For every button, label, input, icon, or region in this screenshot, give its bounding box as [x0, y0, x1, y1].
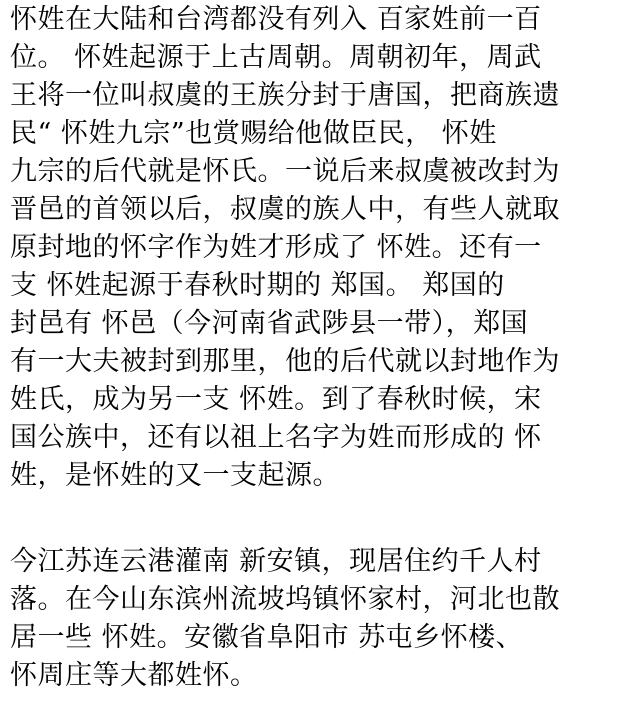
paragraph-1-line-10: 有一大夫被封到那里，他的后代就以封地作为 [10, 346, 560, 377]
paragraph-2-line-3: 居一些 怀姓。安徽省阜阳市 苏屯乡怀楼、 [10, 622, 524, 653]
paragraph-2-line-4: 怀周庄等大都姓怀。 [10, 660, 258, 691]
paragraph-1-line-9: 封邑有 怀邑（今河南省武陟县一带），郑国 [10, 308, 529, 339]
paragraph-1-line-4: 民“ 怀姓九宗”也赏赐给他做臣民， 怀姓 [10, 118, 497, 149]
paragraph-1-line-5: 九宗的后代就是怀氏。一说后来叔虞被改封为 [10, 156, 560, 187]
paragraph-1-line-13: 姓，是怀姓的又一支起源。 [10, 460, 340, 491]
paragraph-1-line-7: 原封地的怀字作为姓才形成了 怀姓。还有一 [10, 232, 542, 263]
paragraph-2-line-1: 今江苏连云港灌南 新安镇，现居住约千人村 [10, 546, 542, 577]
paragraph-1-line-2: 位。 怀姓起源于上古周朝。周朝初年，周武 [10, 42, 542, 73]
paragraph-2-line-2: 落。在今山东滨州流坡坞镇怀家村，河北也散 [10, 584, 560, 615]
paragraph-1-line-6: 晋邑的首领以后，叔虞的族人中，有些人就取 [10, 194, 560, 225]
paragraph-1-line-3: 王将一位叫叔虞的王族分封于唐国，把商族遗 [10, 80, 560, 111]
paragraph-1-line-12: 国公族中，还有以祖上名字为姓而形成的 怀 [10, 422, 542, 453]
paragraph-1-line-1: 怀姓在大陆和台湾都没有列入 百家姓前一百 [10, 4, 542, 35]
paragraph-1-line-8: 支 怀姓起源于春秋时期的 郑国。 郑国的 [10, 270, 505, 301]
paragraph-1-line-11: 姓氏，成为另一支 怀姓。到了春秋时候，宋 [10, 384, 542, 415]
